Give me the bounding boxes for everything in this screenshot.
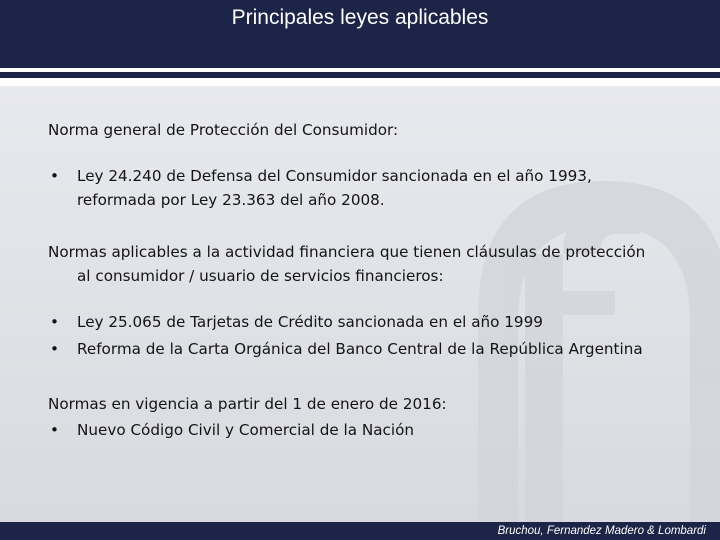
heading-line: Normas aplicables a la actividad financiera que tienen cláusulas de protección	[48, 243, 646, 261]
bullet-icon: •	[50, 340, 59, 358]
header-divider	[0, 72, 720, 78]
list-item	[48, 310, 688, 334]
slide-content	[48, 118, 688, 442]
bullet-text: Reforma de la Carta Orgánica del Banco Central de la República Argentina	[77, 340, 643, 358]
section-heading-financial	[48, 240, 688, 288]
bullet-text: Ley 25.065 de Tarjetas de Crédito sancionada en el año 1999	[77, 313, 543, 331]
list-item	[48, 418, 688, 442]
bullet-icon: •	[50, 167, 59, 185]
list-item	[48, 164, 688, 212]
bullet-text: Nuevo Código Civil y Comercial de la Nación	[77, 421, 415, 439]
header-bar	[0, 0, 720, 68]
list-item	[48, 337, 688, 361]
bullet-text-line: reformada por Ley 23.363 del año 2008.	[77, 191, 385, 209]
section-heading-new-code: Normas en vigencia a partir del 1 de enero de 2016:	[48, 395, 447, 413]
heading-line: al consumidor / usuario de servicios financieros:	[77, 267, 444, 285]
section-heading-consumer: Norma general de Protección del Consumidor:	[48, 121, 399, 139]
bullet-icon: •	[50, 313, 59, 331]
slide-title: Principales leyes aplicables	[231, 6, 489, 29]
bullet-icon: •	[50, 421, 59, 439]
footer-credit: Bruchou, Fernandez Madero & Lombardi	[497, 525, 706, 537]
bullet-text-line: Ley 24.240 de Defensa del Consumidor sancionada en el año 1993,	[77, 167, 592, 185]
